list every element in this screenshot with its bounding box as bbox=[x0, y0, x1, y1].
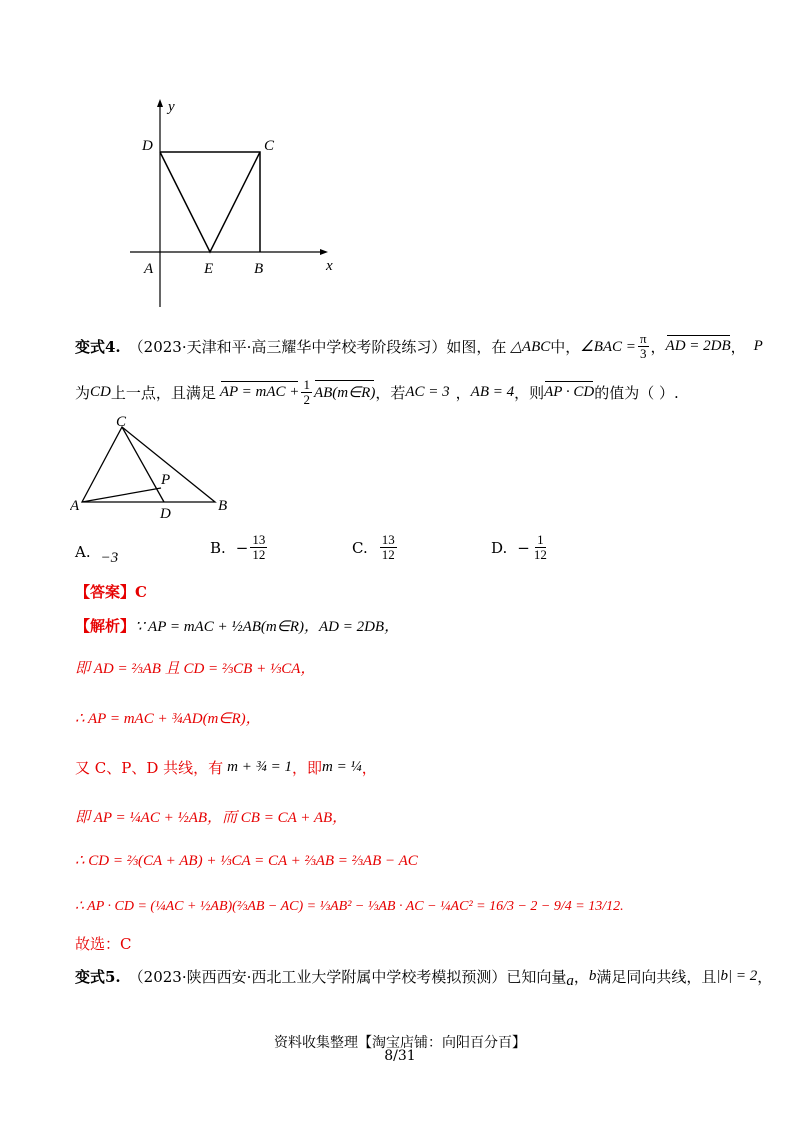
point-c-label: C bbox=[264, 138, 275, 154]
triangle-figure bbox=[70, 412, 250, 522]
analysis-l2: 即 AD = ⅔AB 且 CD = ⅔CB + ⅓CA， bbox=[75, 661, 316, 677]
angle-fraction: $\frac{\pi}{3}$ bbox=[639, 331, 647, 361]
option-d[interactable]: D. − $\frac{1}{12}$ bbox=[491, 532, 547, 562]
coordinate-figure bbox=[130, 95, 350, 315]
point-a-label: A bbox=[144, 261, 154, 277]
variant4-source: （2023·天津和平·高三耀华中学校考阶段练习）如图，在 bbox=[128, 338, 507, 356]
answer-tag: 【答案】 bbox=[75, 583, 136, 601]
ad-2db-condition: AD = 2DB bbox=[665, 338, 731, 354]
ac-equals-3: AC = 3 bbox=[405, 384, 450, 400]
analysis-line3 bbox=[75, 707, 261, 728]
if-text: ，若 bbox=[375, 384, 406, 402]
option-d-fraction: $\frac{1}{12}$ bbox=[533, 532, 547, 562]
half-fraction: $\frac{1}{2}$ bbox=[303, 377, 310, 407]
variant5-rest: 满足同向共线，且 bbox=[596, 968, 717, 986]
analysis-line5 bbox=[75, 806, 347, 827]
b-norm-condition: |b| = 2 bbox=[716, 968, 758, 984]
variant5-label: 变式5. bbox=[75, 968, 121, 986]
variant5-line bbox=[75, 966, 772, 987]
answer-value: C bbox=[135, 582, 147, 601]
analysis-l5: 即 AP = ¼AC + ½AB，而 CB = CA + AB， bbox=[75, 810, 348, 826]
analysis-l4-b: m + ¾ = 1 bbox=[227, 759, 292, 775]
option-a-value: −3 bbox=[100, 549, 119, 566]
analysis-l7: ∴ AP · CD = (¼AC + ½AB)(⅔AB − AC) = ⅓AB² − ⅓AB · AC − ¼AC² = 16/3 − 2 − 9/4 = 13/12. bbox=[75, 899, 624, 914]
option-a[interactable]: A. −3 bbox=[75, 543, 119, 566]
analysis-line2 bbox=[75, 657, 315, 678]
dot-product-expression: AP · CD bbox=[544, 384, 595, 400]
segment-cd: CD bbox=[90, 384, 111, 400]
options-row bbox=[75, 533, 725, 567]
analysis-line6 bbox=[75, 851, 418, 870]
point-d-label: D bbox=[142, 138, 153, 154]
tri-point-c-label: C bbox=[116, 414, 127, 430]
tri-point-p-label: P bbox=[161, 472, 171, 488]
analysis-line1 bbox=[75, 615, 399, 636]
variant5-text: （2023·陕西西安·西北工业大学附属中学校考模拟预测）已知向量 bbox=[128, 968, 567, 986]
x-axis-label: x bbox=[326, 258, 333, 274]
vector-a: a bbox=[566, 973, 574, 989]
tri-point-b-label: B bbox=[218, 498, 228, 514]
y-axis-label: y bbox=[168, 99, 175, 115]
variant4-label: 变式4. bbox=[75, 338, 121, 356]
variant4-mid: 中， bbox=[550, 338, 581, 356]
variant5-mid: ， bbox=[573, 968, 589, 986]
ab-m-expression: AB(m∈R) bbox=[313, 385, 376, 401]
point-e-label: E bbox=[204, 261, 214, 277]
then-text: ，则 bbox=[514, 384, 545, 402]
analysis-l6: ∴ CD = ⅔(CA + AB) + ⅓CA = CA + ⅔AB = ⅔AB − AC bbox=[75, 853, 418, 869]
analysis-l3: ∴ AP = mAC + ¾AD(m∈R)， bbox=[75, 711, 261, 727]
analysis-line7 bbox=[75, 898, 624, 915]
analysis-l1: ∵ AP = mAC + ½AB(m∈R)，AD = 2DB， bbox=[135, 619, 400, 635]
variant4-line2: 为 CD 上一点，且满足 AP = mAC + $\frac{1}{2}$ AB(m∈R) ，若 AC = 3 ， AB = 4 ，则 AP · CD 的值为（ ）. bbox=[75, 377, 679, 407]
option-c-fraction: $\frac{13}{12}$ bbox=[381, 532, 395, 562]
triangle-abc: △ABC bbox=[510, 339, 551, 355]
ask-text: 的值为（ ）. bbox=[594, 384, 679, 402]
tri-point-d-label: D bbox=[160, 506, 171, 522]
angle-bac: ∠BAC = bbox=[580, 339, 636, 355]
analysis-l4-e: ， bbox=[361, 759, 377, 777]
variant5-end: ， bbox=[757, 968, 773, 986]
page-number: 8/31 bbox=[384, 1048, 416, 1064]
analysis-l4-a: 又 C、P、D 共线，有 bbox=[75, 759, 224, 777]
analysis-l4-d: m = ¼ bbox=[321, 759, 362, 775]
choose-text: 故选：C bbox=[75, 935, 132, 953]
line2-prefix: 为 bbox=[75, 384, 91, 402]
option-b-fraction: $\frac{13}{12}$ bbox=[252, 532, 266, 562]
answer-line bbox=[75, 581, 147, 602]
option-b[interactable]: B. − $\frac{13}{12}$ bbox=[210, 532, 266, 562]
vector-b: b bbox=[588, 968, 597, 984]
line2-middle: 上一点，且满足 bbox=[110, 384, 216, 402]
point-p: P bbox=[753, 338, 763, 354]
analysis-l4-c: ，即 bbox=[291, 759, 322, 777]
option-c[interactable]: C. $\frac{13}{12}$ bbox=[352, 532, 395, 562]
ap-expression: AP = mAC + bbox=[219, 384, 300, 400]
analysis-tag: 【解析】 bbox=[75, 617, 136, 635]
footer-source: 资料收集整理【淘宝店铺：向阳百分百】 bbox=[274, 1035, 526, 1051]
ab-equals-4: AB = 4 bbox=[470, 384, 515, 400]
point-b-label: B bbox=[254, 261, 264, 277]
tri-point-a-label: A bbox=[70, 498, 80, 514]
variant4-line1: 变式4. （2023·天津和平·高三耀华中学校考阶段练习）如图，在 △ABC 中， ∠BAC = $\frac{\pi}{3}$ ， AD = 2DB ， P bbox=[75, 331, 763, 361]
analysis-choose bbox=[75, 933, 131, 954]
analysis-line4 bbox=[75, 757, 377, 778]
